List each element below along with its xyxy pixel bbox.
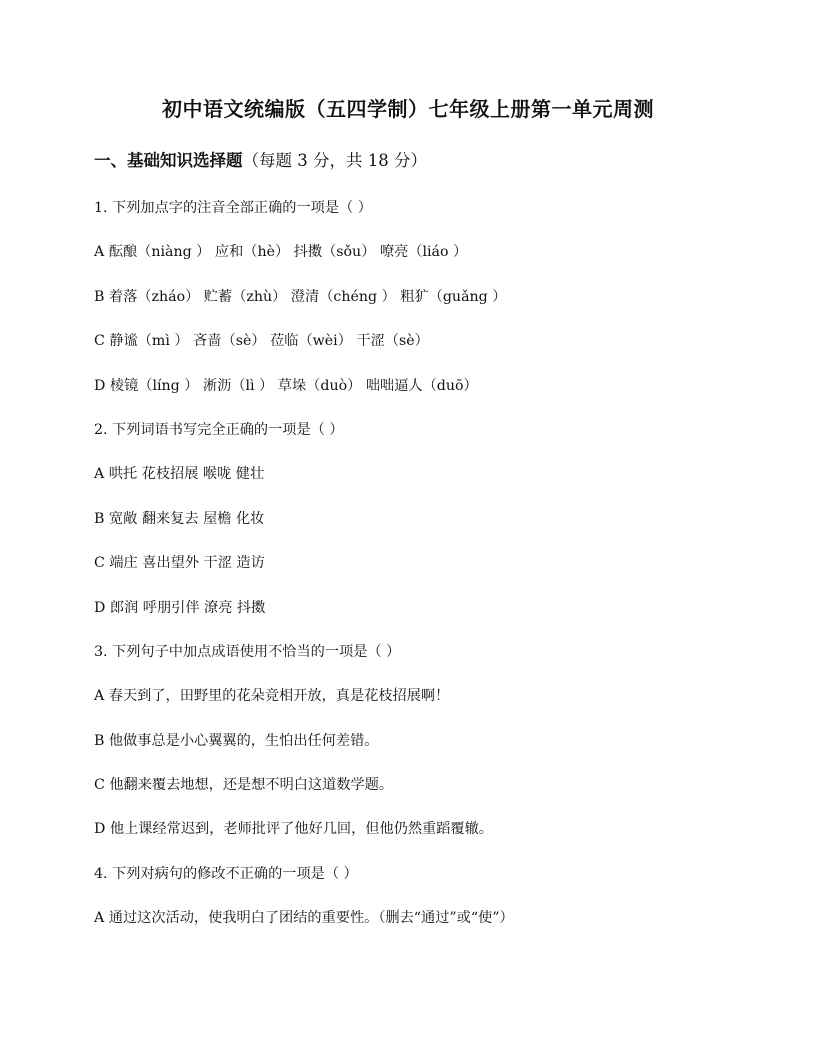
question-list (94, 198, 734, 953)
question-3-option-b: B 他做事总是小心翼翼的，生怕出任何差错。 (94, 732, 379, 749)
question-3-stem: 3. 下列句子中加点成语使用不恰当的一项是（ ） (94, 643, 401, 660)
section-heading (94, 150, 427, 172)
question-2-stem: 2. 下列词语书写完全正确的一项是（ ） (94, 421, 344, 438)
question-2-option-b: B 宽敞 翻来复去 屋檐 化妆 (94, 510, 265, 527)
section-score-note: （每题 3 分，共 18 分） (242, 151, 427, 170)
question-4-stem: 4. 下列对病句的修改不正确的一项是（ ） (94, 865, 358, 882)
question-3-option-a: A 春天到了，田野里的花朵竞相开放，真是花枝招展啊！ (94, 688, 450, 705)
question-1-option-a: A 酝酿（niàng ） 应和（hè） 抖擞（sǒu） 嘹亮（liáo ） (94, 244, 468, 261)
question-4-option-a: A 通过这次活动，使我明白了团结的重要性。（删去“通过”或“使”） (94, 910, 514, 927)
question-3-option-d: D 他上课经常迟到，老师批评了他好几回，但他仍然重蹈覆辙。 (94, 821, 493, 838)
question-2-option-a: A 哄托 花枝招展 喉咙 健壮 (94, 466, 265, 483)
question-1-option-b: B 着落（zháo） 贮蓄（zhù） 澄清（chéng ） 粗犷（guǎng ） (94, 288, 507, 305)
document-title: 初中语文统编版（五四学制）七年级上册第一单元周测 (162, 97, 654, 121)
question-1-option-d: D 棱镜（líng ） 淅沥（lì ） 草垛（duò） 咄咄逼人（duō） (94, 377, 478, 394)
question-2-option-c: C 端庄 喜出望外 干涩 造访 (94, 555, 265, 572)
question-1-stem: 1. 下列加点字的注音全部正确的一项是（ ） (94, 200, 372, 216)
section-heading-text: 一、基础知识选择题 (94, 151, 243, 170)
question-2-option-d: D 郎润 呼朋引伴 潦亮 抖擞 (94, 599, 266, 616)
question-3-option-c: C 他翻来覆去地想，还是想不明白这道数学题。 (94, 777, 394, 794)
question-1-option-c: C 静谧（mì ） 吝啬（sè） 莅临（wèi） 干涩（sè） (94, 333, 429, 350)
